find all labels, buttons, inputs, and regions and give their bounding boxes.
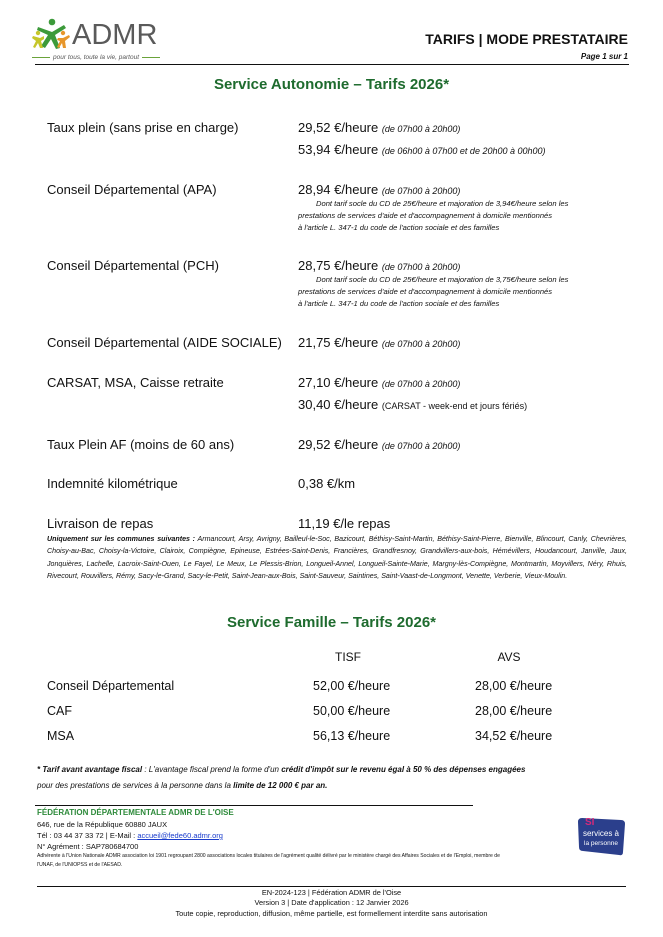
detail-line: prestations de services d'aide et d'accompagnement à domicile mentionnés <box>298 287 553 297</box>
document-reference: EN-2024-123 | Fédération ADMR de l'Oise <box>261 888 402 897</box>
admr-logo <box>32 18 162 64</box>
header-divider <box>35 64 629 65</box>
rate-amount: 21,75 €/heure <box>298 335 379 350</box>
rate-note: (de 07h00 à 20h00) <box>381 186 461 196</box>
famille-avs-value: 28,00 €/heure <box>475 704 553 718</box>
admr-people-icon <box>32 18 72 50</box>
tagline-text: pour tous, toute la vie, partout <box>53 54 139 61</box>
page-number: Page 1 sur 1 <box>580 52 628 61</box>
famille-avs-value: 28,00 €/heure <box>475 679 553 693</box>
document-version: Version 3 | Date d'application : 12 Janvier 2026 <box>254 898 409 907</box>
rate-value <box>298 397 527 412</box>
federation-agrement: N° Agrément : SAP780684700 <box>37 842 139 851</box>
federation-name: FÉDÉRATION DÉPARTEMENTALE ADMR DE L'OISE <box>37 808 234 817</box>
rate-note: (CARSAT - week-end et jours fériés) <box>381 401 528 411</box>
fiscal-bold: limite de 12 000 € par an. <box>233 781 328 790</box>
rate-label-af: Taux Plein AF (moins de 60 ans) <box>47 437 235 452</box>
rate-label-carsat: CARSAT, MSA, Caisse retraite <box>47 375 224 390</box>
rate-value <box>298 335 460 350</box>
famille-row-label: MSA <box>47 729 75 743</box>
rate-amount: 0,38 €/km <box>298 476 356 491</box>
rate-amount: 53,94 €/heure <box>298 142 379 157</box>
federation-contact <box>37 831 223 840</box>
rate-amount: 28,94 €/heure <box>298 182 379 197</box>
rate-value <box>298 476 355 491</box>
detail-line: à l'article L. 347-1 du code de l'action sociale et des familles <box>298 223 500 233</box>
rate-amount: 28,75 €/heure <box>298 258 379 273</box>
detail-line: à l'article L. 347-1 du code de l'action sociale et des familles <box>298 299 500 309</box>
rate-amount: 27,10 €/heure <box>298 375 379 390</box>
rate-label-pch: Conseil Départemental (PCH) <box>47 258 219 273</box>
rate-note: (de 07h00 à 20h00) <box>381 124 461 134</box>
email-link[interactable]: accueil@fede60.admr.org <box>137 831 223 840</box>
rate-value <box>298 516 390 531</box>
column-header-avs: AVS <box>497 650 521 664</box>
rate-label-taux-plein: Taux plein (sans prise en charge) <box>47 120 239 135</box>
rate-label-repas: Livraison de repas <box>47 516 154 531</box>
footer-divider <box>35 805 473 806</box>
rate-note: (de 07h00 à 20h00) <box>381 262 461 272</box>
copyright-notice: Toute copie, reproduction, diffusion, même partielle, est formellement interdite sans autorisation <box>175 909 488 918</box>
rate-value <box>298 182 460 197</box>
famille-row-label: CAF <box>47 704 72 718</box>
rate-amount: 30,40 €/heure <box>298 397 379 412</box>
pch-detail-note <box>298 274 633 311</box>
rate-label-aide-sociale: Conseil Départemental (AIDE SOCIALE) <box>47 335 282 350</box>
rate-amount: 29,52 €/heure <box>298 120 379 135</box>
services-a-la-personne-logo <box>575 814 627 858</box>
rate-label-apa: Conseil Départemental (APA) <box>47 182 217 197</box>
rate-value <box>298 142 546 157</box>
fiscal-lead: * Tarif avant avantage fiscal <box>37 765 143 774</box>
communes-list <box>47 533 627 582</box>
rate-amount: 29,52 €/heure <box>298 437 379 452</box>
detail-line: Dont tarif socle du CD de 25€/heure et majoration de 3,75€/heure selon les <box>316 275 569 284</box>
logo-tagline <box>32 54 160 61</box>
fiscal-advantage-note <box>37 762 637 794</box>
phone-label: Tél : 03 44 37 33 72 | E-Mail : <box>37 831 138 840</box>
autonomie-section-title: Service Autonomie – Tarifs 2026* <box>213 76 450 93</box>
apa-detail-note <box>298 198 633 235</box>
rate-label-km: Indemnité kilométrique <box>47 476 178 491</box>
famille-tisf-value: 56,13 €/heure <box>313 729 391 743</box>
famille-avs-value: 34,52 €/heure <box>475 729 553 743</box>
detail-line: prestations de services d'aide et d'accompagnement à domicile mentionnés <box>298 211 553 221</box>
rate-note: (de 07h00 à 20h00) <box>381 339 461 349</box>
federation-membership: Adhérente à l'Union Nationale ADMR association loi 1901 regroupant 2800 associations locales titulaires de l'agrément qualité délivré par le ministère chargé des Affaires Sociales et de l'Emploi, membre de l'UNAF, de l'UNIOPSS et de l'AESAD. <box>37 853 500 868</box>
rate-value <box>298 120 460 135</box>
badge-si: SI <box>585 817 595 828</box>
document-title: TARIFS | MODE PRESTATAIRE <box>425 31 628 47</box>
communes-intro: Uniquement sur les communes suivantes : <box>47 535 196 543</box>
rate-note: (de 07h00 à 20h00) <box>381 441 461 451</box>
column-header-tisf: TISF <box>335 650 361 664</box>
rate-value <box>298 437 460 452</box>
fiscal-text: pour des prestations de services à la personne dans la <box>37 781 234 790</box>
rate-value <box>298 258 460 273</box>
logo-wordmark: ADMR <box>72 19 158 51</box>
rate-note: (de 06h00 à 07h00 et de 20h00 à 00h00) <box>381 146 546 156</box>
fiscal-bold: crédit d'impôt sur le revenu égal à 50 % des dépenses engagées <box>281 765 526 774</box>
famille-tisf-value: 50,00 €/heure <box>313 704 391 718</box>
badge-line2: la personne <box>584 840 618 847</box>
badge-line1: services à <box>582 829 620 838</box>
rate-note: (de 07h00 à 20h00) <box>381 379 461 389</box>
rate-value <box>298 375 460 390</box>
famille-tisf-value: 52,00 €/heure <box>313 679 391 693</box>
rate-amount: 11,19 €/le repas <box>298 516 391 531</box>
famille-row-label: Conseil Départemental <box>47 679 175 693</box>
federation-address: 646, rue de la République 60880 JAUX <box>37 820 168 829</box>
fiscal-text: : L'avantage fiscal prend la forme d'un <box>142 765 282 774</box>
communes-names: Armancourt, Arsy, Avrigny, Bailleul-le-Soc, Bazicourt, Béthisy-Saint-Martin, Béthisy-Saint-Pierre, Bienville, Blincourt, Canly, Chevrières, Choisy-au-Bac, Choisy-la-Victoire, Clairoix, Compiègne, Epineuse, Estrées-Saint-Denis, Francières, Grandfresnoy, Grandvillers-aux-bois, Hémévillers, Houdancourt, Janville, Jaux, Jonquières, Lachelle, Lacroix-Saint-Ouen, Le Fayel, Le Meux, Le Plessis-Brion, Longueil-Annel, Longueil-Sainte-Marie, Margny-lès-Compiègne, Montmartin, Moyvillers, Néry, Rhuis, Rivecourt, Rouvillers, Rémy, Sacy-le-Grand, Sacy-le-Petit, Saint-Jean-aux-Bois, Saint-Sauveur, Saintines, Saint-Vaast-de-Longmont, Venette, Verberie, Vieux-Moulin. <box>47 535 627 580</box>
famille-section-title: Service Famille – Tarifs 2026* <box>226 614 437 631</box>
detail-line: Dont tarif socle du CD de 25€/heure et majoration de 3,94€/heure selon les <box>316 199 569 208</box>
bottom-divider <box>37 886 626 887</box>
